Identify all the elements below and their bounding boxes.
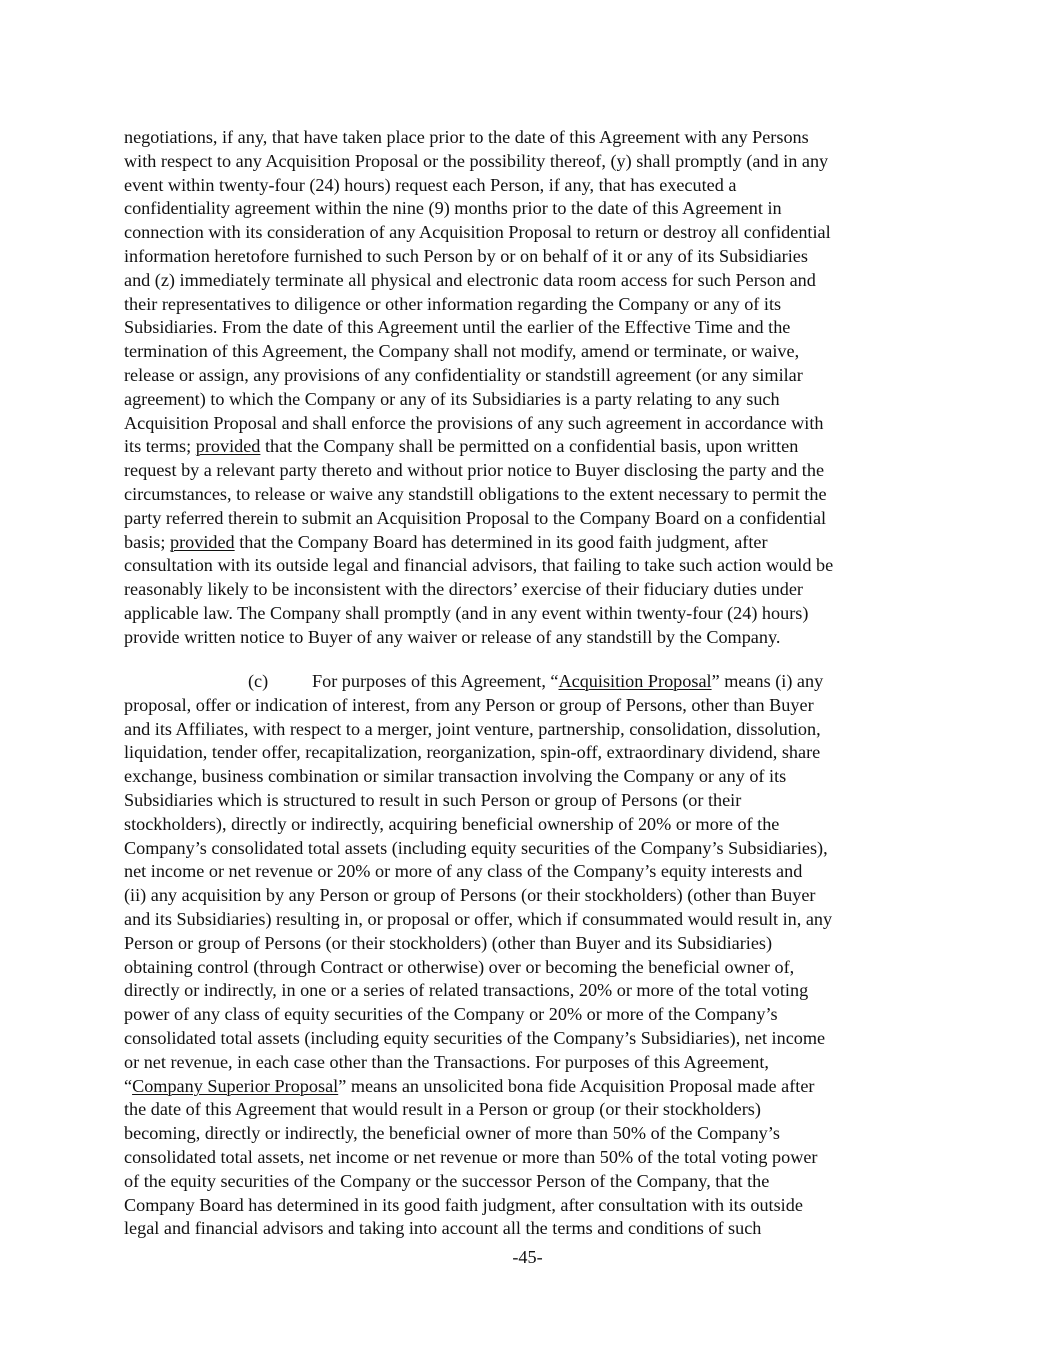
text-line: information heretofore furnished to such Person by or on behalf of it or any of its Subsidiaries [124, 245, 808, 266]
clause-label: (c) [248, 671, 269, 691]
text-line: of the equity securities of the Company or the successor Person of the Company, that the [124, 1170, 770, 1191]
text-line: directly or indirectly, in one or a series of related transactions, 20% or more of the total voting [124, 980, 809, 1001]
text-line: reasonably likely to be inconsistent with the directors’ exercise of their fiduciary duties under [124, 579, 803, 600]
text-line: and its Affiliates, with respect to a merger, joint venture, partnership, consolidation, dissolution, [124, 718, 821, 739]
text-line: proposal, offer or indication of interest, from any Person or group of Persons, other than Buyer [124, 694, 814, 715]
text-line: exchange, business combination or similar transaction involving the Company or any of its [124, 766, 787, 787]
text-line: consolidated total assets (including equity securities of the Company’s Subsidiaries), net income [124, 1027, 826, 1048]
underlined-term-provided: provided [195, 436, 261, 457]
text-line: circumstances, to release or waive any standstill obligations to the extent necessary to permit the [124, 483, 827, 504]
defined-term-acquisition-proposal: Acquisition Proposal [558, 671, 712, 691]
text-line: (ii) any acquisition by any Person or group of Persons (or their stockholders) (other than Buyer [124, 885, 816, 906]
text-line-heading [124, 670, 944, 694]
text-line: request by a relevant party thereto and without prior notice to Buyer disclosing the party and the [124, 460, 825, 481]
text-line: event within twenty-four (24) hours) request each Person, if any, that has executed a [124, 174, 737, 195]
text-line: their representatives to diligence or other information regarding the Company or any of its [124, 293, 782, 314]
text-line: legal and financial advisors and taking into account all the terms and conditions of such [124, 1218, 762, 1239]
paragraph-b-continuation [124, 126, 944, 650]
defined-term-company-superior-proposal: Company Superior Proposal [132, 1075, 339, 1096]
text-fragment: its terms; [124, 436, 196, 457]
text-line-proviso [124, 435, 944, 459]
text-line: or net revenue, in each case other than the Transactions. For purposes of this Agreement, [124, 1051, 769, 1072]
text-line: confidentiality agreement within the nine (9) months prior to the date of this Agreement in [124, 198, 782, 219]
text-line: and (z) immediately terminate all physical and electronic data room access for such Person and [124, 269, 816, 290]
text-line: consultation with its outside legal and financial advisors, that failing to take such action would be [124, 555, 834, 576]
underlined-term-provided: provided [169, 531, 235, 552]
text-line: consolidated total assets, net income or net revenue or more than 50% of the total voting power [124, 1146, 818, 1167]
text-fragment: basis; [124, 531, 170, 552]
text-line: Subsidiaries. From the date of this Agreement until the earlier of the Effective Time and the [124, 317, 791, 338]
text-line: negotiations, if any, that have taken place prior to the date of this Agreement with any Persons [124, 127, 809, 147]
text-fragment: ” means (i) any [711, 671, 824, 691]
text-fragment: that the Company shall be permitted on a confidential basis, upon written [260, 436, 799, 457]
text-line: applicable law. The Company shall promptly (and in any event within twenty-four (24) hours) [124, 602, 809, 623]
text-line: Acquisition Proposal and shall enforce the provisions of any such agreement in accordance with [124, 412, 824, 433]
text-line: and its Subsidiaries) resulting in, or proposal or offer, which if consummated would result in, any [124, 908, 833, 929]
text-line: Company’s consolidated total assets (including equity securities of the Company’s Subsidiaries), [124, 837, 828, 858]
text-line: Subsidiaries which is structured to result in such Person or group of Persons (or their [124, 789, 742, 810]
text-fragment: that the Company Board has determined in its good faith judgment, after [234, 531, 768, 552]
text-fragment: ” means an unsolicited bona fide Acquisition Proposal made after [338, 1075, 815, 1096]
text-line: net income or net revenue or 20% or more of any class of the Company’s equity interests and [124, 861, 803, 882]
text-line: liquidation, tender offer, recapitalization, reorganization, spin-off, extraordinary dividend, share [124, 742, 821, 763]
text-line: with respect to any Acquisition Proposal or the possibility thereof, (y) shall promptly (and in any [124, 150, 829, 171]
text-line-definition [124, 1075, 944, 1099]
text-line: Person or group of Persons (or their stockholders) (other than Buyer and its Subsidiaries) [124, 932, 773, 953]
text-fragment: “ [124, 1075, 133, 1096]
text-line: the date of this Agreement that would result in a Person or group (or their stockholders) [124, 1099, 761, 1120]
text-line: party referred therein to submit an Acquisition Proposal to the Company Board on a confidential [124, 507, 827, 528]
text-line: release or assign, any provisions of any confidentiality or standstill agreement (or any similar [124, 364, 803, 385]
text-line: becoming, directly or indirectly, the beneficial owner of more than 50% of the Company’s [124, 1123, 780, 1144]
text-line: agreement) to which the Company or any of its Subsidiaries is a party relating to any such [124, 388, 780, 409]
text-line: Company Board has determined in its good faith judgment, after consultation with its outside [124, 1194, 803, 1215]
text-fragment: For purposes of this Agreement, “ [312, 671, 559, 691]
text-line-proviso [124, 531, 944, 555]
text-line: provide written notice to Buyer of any waiver or release of any standstill by the Company. [124, 626, 781, 647]
text-line: obtaining control (through Contract or otherwise) over or becoming the beneficial owner of, [124, 956, 795, 977]
page-number: -45- [512, 1247, 543, 1267]
paragraph-c [124, 670, 944, 1241]
text-line: power of any class of equity securities of the Company or 20% or more of the Company’s [124, 1004, 778, 1025]
text-line: termination of this Agreement, the Company shall not modify, amend or terminate, or waive, [124, 341, 800, 362]
text-line: connection with its consideration of any Acquisition Proposal to return or destroy all confidential [124, 222, 831, 243]
text-line: stockholders), directly or indirectly, acquiring beneficial ownership of 20% or more of the [124, 813, 780, 834]
